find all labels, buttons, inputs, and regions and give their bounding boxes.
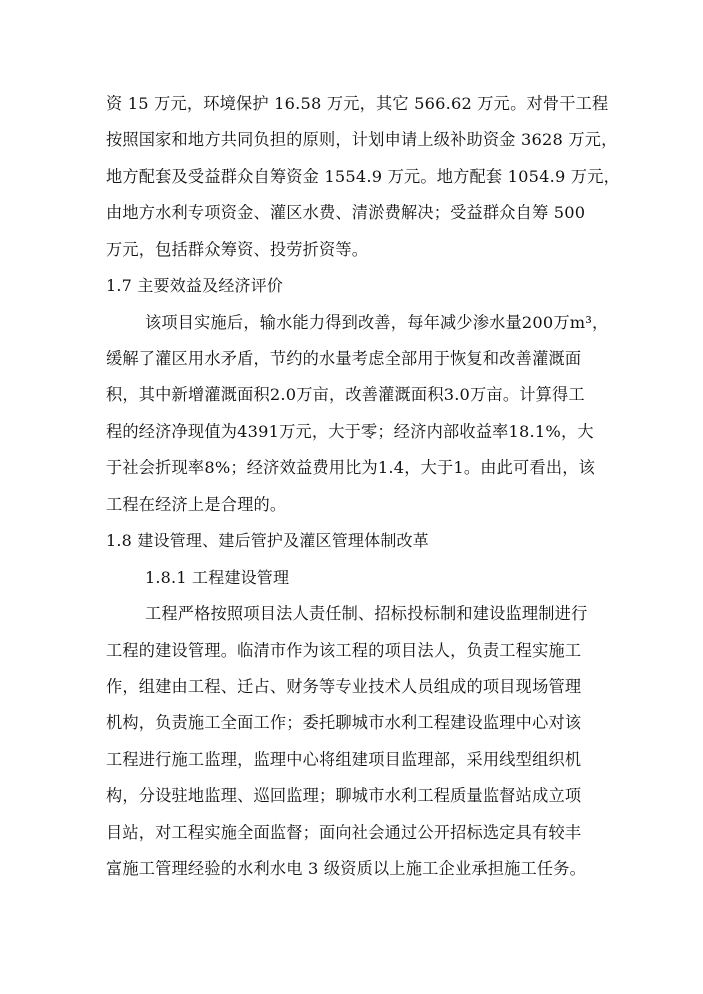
paragraph-line: 工程在经济上是合理的。: [106, 495, 287, 514]
paragraph-line: 工程严格按照项目法人责任制、招标投标制和建设监理制进行: [145, 604, 588, 623]
paragraph-line: 资 15 万元，环境保护 16.58 万元，其它 566.62 万元。对骨干工程: [106, 94, 609, 113]
paragraph-line: 于社会折现率8%；经济效益费用比为1.4，大于1。由此可看出，该: [106, 458, 595, 477]
section-heading: 1.7 主要效益及经济评价: [106, 276, 284, 295]
paragraph-line: 机构，负责施工全面工作；委托聊城市水利工程建设监理中心对该: [106, 713, 582, 732]
paragraph-line: 缓解了灌区用水矛盾，节约的水量考虑全部用于恢复和改善灌溉面: [106, 349, 582, 368]
section-heading: 1.8 建设管理、建后管护及灌区管理体制改革: [106, 531, 429, 550]
paragraph-line: 积，其中新增灌溉面积2.0万亩，改善灌溉面积3.0万亩。计算得工: [106, 385, 585, 404]
paragraph-line: 工程进行施工监理，监理中心将组建项目监理部，采用线型组织机: [106, 750, 582, 769]
paragraph-line: 该项目实施后，输水能力得到改善，每年减少渗水量200万m³，: [145, 313, 609, 332]
paragraph-line: 按照国家和地方共同负担的原则，计划申请上级补助资金 3628 万元，: [106, 130, 618, 149]
paragraph-line: 目站，对工程实施全面监督；面向社会通过公开招标选定具有较丰: [106, 823, 582, 842]
paragraph-line: 工程的建设管理。临清市作为该工程的项目法人，负责工程实施工: [106, 641, 582, 660]
subsection-heading: 1.8.1 工程建设管理: [145, 568, 290, 587]
paragraph-line: 地方配套及受益群众自筹资金 1554.9 万元。地方配套 1054.9 万元，: [106, 167, 620, 186]
paragraph-line: 万元，包括群众筹资、投劳折资等。: [106, 240, 369, 259]
paragraph-line: 富施工管理经验的水利水电 3 级资质以上施工企业承担施工任务。: [106, 859, 587, 878]
paragraph-line: 由地方水利专项资金、灌区水费、清淤费解决；受益群众自筹 500: [106, 203, 586, 222]
paragraph-line: 作，组建由工程、迁占、财务等专业技术人员组成的项目现场管理: [106, 677, 582, 696]
paragraph-line: 程的经济净现值为4391万元，大于零；经济内部收益率18.1%，大: [106, 422, 594, 441]
paragraph-line: 构，分设驻地监理、巡回监理；聊城市水利工程质量监督站成立项: [106, 786, 582, 805]
